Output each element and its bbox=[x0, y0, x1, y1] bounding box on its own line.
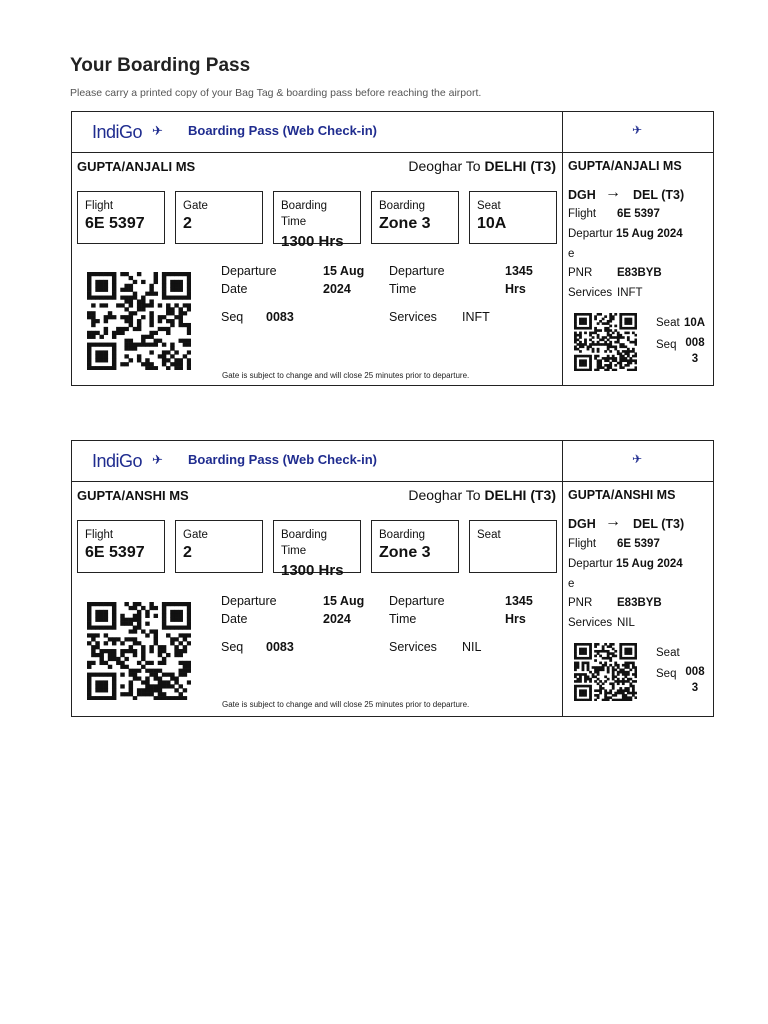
boarding-zone-label: Boarding bbox=[379, 529, 426, 541]
seat-box bbox=[469, 520, 557, 573]
gate-value: 2 bbox=[183, 215, 192, 232]
seat-box bbox=[469, 191, 557, 244]
stub-departure-label: Departure bbox=[568, 558, 613, 590]
stub-seq-value: 0083 bbox=[685, 337, 705, 365]
gate-box bbox=[175, 520, 263, 573]
departure-date-label: Departure Date bbox=[221, 594, 277, 626]
stub-pnr-label: PNR bbox=[568, 597, 593, 609]
stub-qr-code bbox=[574, 313, 637, 371]
departure-time-label: Departure Time bbox=[389, 594, 445, 626]
arrow-right-icon: → bbox=[605, 513, 621, 530]
boarding-time-label: Boarding Time bbox=[281, 529, 328, 557]
page-title: Your Boarding Pass bbox=[70, 55, 251, 76]
pass-stub bbox=[563, 441, 713, 716]
airplane-icon: ✈ bbox=[152, 123, 163, 138]
stub-seat-label: Seat bbox=[656, 317, 680, 329]
boarding-time-label: Boarding Time bbox=[281, 200, 328, 228]
airplane-icon: ✈ bbox=[152, 452, 163, 467]
boarding-zone-box bbox=[371, 191, 459, 244]
departure-time-value: 1345 Hrs bbox=[505, 264, 533, 296]
gate-value: 2 bbox=[183, 544, 192, 561]
seat-label: Seat bbox=[477, 529, 501, 541]
seat-label: Seat bbox=[477, 200, 501, 212]
passenger-name: GUPTA/ANJALI MS bbox=[77, 159, 196, 174]
services-value: INFT bbox=[462, 310, 490, 324]
stub-pnr-value: E83BYB bbox=[617, 267, 662, 279]
qr-code bbox=[87, 602, 191, 700]
departure-date-value: 15 Aug 2024 bbox=[323, 594, 365, 626]
services-label: Services bbox=[389, 310, 437, 324]
flight-box bbox=[77, 520, 165, 573]
boarding-pass-1 bbox=[71, 111, 714, 386]
boarding-pass-2 bbox=[71, 440, 714, 717]
boarding-zone-box bbox=[371, 520, 459, 573]
departure-time-value: 1345 Hrs bbox=[505, 594, 533, 626]
seq-value: 0083 bbox=[266, 310, 294, 324]
stub-flight-label: Flight bbox=[568, 208, 597, 220]
pass-title: Boarding Pass (Web Check-in) bbox=[188, 123, 378, 138]
stub-services-label: Services bbox=[568, 617, 613, 629]
boarding-time-value: 1300 Hrs bbox=[281, 562, 344, 579]
stub-departure-label: Departure bbox=[568, 228, 613, 260]
stub-flight-label: Flight bbox=[568, 538, 597, 550]
flight-box bbox=[77, 191, 165, 244]
passenger-name: GUPTA/ANSHI MS bbox=[77, 488, 189, 503]
pass-stub bbox=[563, 112, 713, 385]
boarding-time-box bbox=[273, 191, 361, 250]
gate-label: Gate bbox=[183, 529, 208, 541]
stub-services-value: INFT bbox=[617, 287, 643, 299]
stub-to-code: DEL (T3) bbox=[633, 517, 685, 531]
flight-label: Flight bbox=[85, 529, 114, 541]
boarding-zone-value: Zone 3 bbox=[379, 544, 431, 561]
seq-label: Seq bbox=[221, 640, 244, 654]
pass-main-section bbox=[72, 441, 563, 716]
pass-main-section bbox=[72, 112, 563, 385]
boarding-time-box bbox=[273, 520, 361, 579]
departure-date-label: Departure Date bbox=[221, 264, 277, 296]
stub-departure-value: 15 Aug 2024 bbox=[616, 558, 683, 570]
gate-label: Gate bbox=[183, 200, 208, 212]
stub-flight-value: 6E 5397 bbox=[617, 538, 660, 550]
seq-value: 0083 bbox=[266, 640, 294, 654]
stub-passenger-name: GUPTA/ANSHI MS bbox=[568, 488, 676, 502]
stub-seat-value: 10A bbox=[684, 317, 706, 329]
departure-date-value: 15 Aug 2024 bbox=[323, 264, 365, 296]
boarding-zone-label: Boarding bbox=[379, 200, 426, 212]
stub-departure-value: 15 Aug 2024 bbox=[616, 228, 683, 240]
airplane-icon: ✈ bbox=[632, 452, 643, 466]
page-note: Please carry a printed copy of your Bag Tag & boarding pass before reaching the airport. bbox=[70, 87, 482, 99]
stub-to-code: DEL (T3) bbox=[633, 188, 685, 202]
seat-value: 10A bbox=[477, 215, 507, 232]
airplane-icon: ✈ bbox=[632, 123, 643, 137]
indigo-logo: IndiGo bbox=[92, 451, 143, 471]
gate-box bbox=[175, 191, 263, 244]
qr-code bbox=[87, 272, 191, 370]
stub-services-value: NIL bbox=[617, 617, 635, 629]
pass-title: Boarding Pass (Web Check-in) bbox=[188, 452, 378, 467]
stub-pnr-value: E83BYB bbox=[617, 597, 662, 609]
gate-note: Gate is subject to change and will close 25 minutes prior to departure. bbox=[222, 371, 470, 380]
stub-services-label: Services bbox=[568, 287, 613, 299]
stub-seat-label: Seat bbox=[656, 647, 680, 659]
stub-seq-label: Seq bbox=[656, 668, 677, 680]
route: Deoghar To DELHI (T3) bbox=[408, 487, 556, 503]
indigo-logo: IndiGo bbox=[92, 122, 143, 142]
services-value: NIL bbox=[462, 640, 482, 654]
seq-label: Seq bbox=[221, 310, 244, 324]
route: Deoghar To DELHI (T3) bbox=[408, 158, 556, 174]
stub-from-code: DGH bbox=[568, 517, 596, 531]
stub-passenger-name: GUPTA/ANJALI MS bbox=[568, 159, 682, 173]
services-label: Services bbox=[389, 640, 437, 654]
stub-from-code: DGH bbox=[568, 188, 596, 202]
boarding-time-value: 1300 Hrs bbox=[281, 233, 344, 250]
gate-note: Gate is subject to change and will close 25 minutes prior to departure. bbox=[222, 700, 470, 709]
flight-value: 6E 5397 bbox=[85, 215, 145, 232]
stub-seq-label: Seq bbox=[656, 339, 677, 351]
arrow-right-icon: → bbox=[605, 184, 621, 201]
stub-flight-value: 6E 5397 bbox=[617, 208, 660, 220]
boarding-zone-value: Zone 3 bbox=[379, 215, 431, 232]
stub-qr-code bbox=[574, 643, 637, 701]
stub-seq-value: 0083 bbox=[685, 666, 705, 694]
flight-value: 6E 5397 bbox=[85, 544, 145, 561]
departure-time-label: Departure Time bbox=[389, 264, 445, 296]
flight-label: Flight bbox=[85, 200, 114, 212]
stub-pnr-label: PNR bbox=[568, 267, 593, 279]
